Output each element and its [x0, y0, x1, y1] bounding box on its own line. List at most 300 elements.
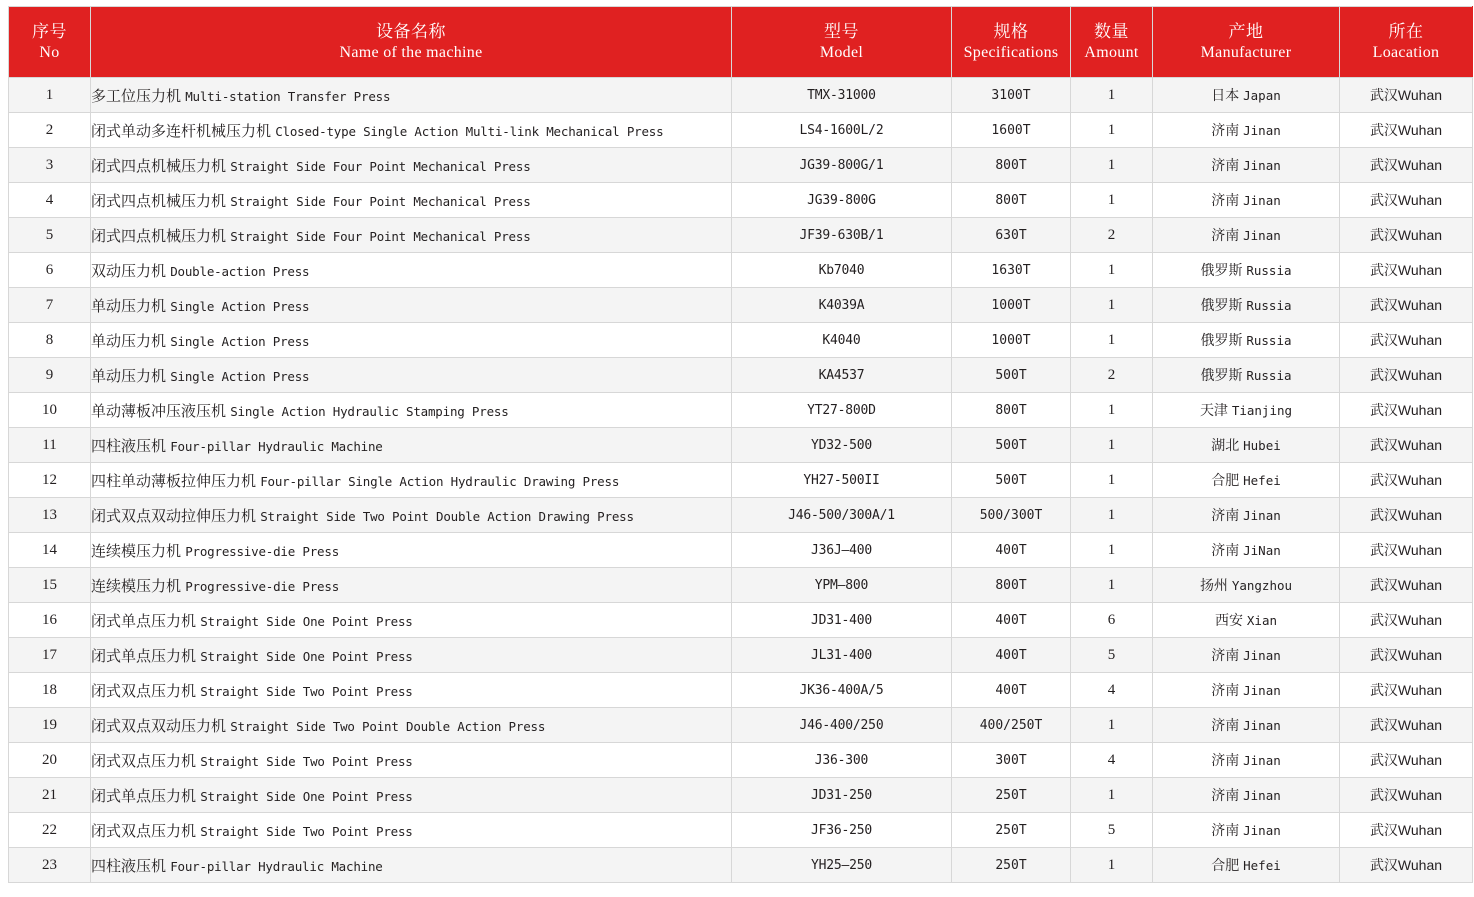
- cell-machine-name-cn: 单动薄板冲压液压机: [91, 402, 227, 420]
- cell-machine-name-cn: 闭式双点双动压力机: [91, 717, 227, 735]
- table-row: [9, 638, 1473, 673]
- cell-manufacturer-cn: 济南: [1211, 227, 1240, 243]
- cell-machine-name: [91, 218, 732, 253]
- cell-manufacturer-cn: 济南: [1211, 787, 1240, 803]
- column-header-specifications-en: Specifications: [963, 43, 1059, 61]
- cell-machine-name-en: Double-action Press: [170, 263, 310, 279]
- cell-manufacturer: [1153, 603, 1340, 638]
- cell-manufacturer-cn: 西安: [1215, 612, 1243, 628]
- cell-machine-name-cn: 多工位压力机: [91, 87, 182, 105]
- cell-model: JD31-400: [732, 603, 952, 638]
- cell-model: JK36-400A/5: [732, 673, 952, 708]
- column-header-name-cn: 设备名称: [376, 22, 446, 42]
- cell-machine-name-cn: 双动压力机: [91, 262, 167, 280]
- cell-manufacturer: [1153, 288, 1340, 323]
- cell-machine-name: [91, 848, 732, 883]
- cell-machine-name-en: Four-pillar Hydraulic Machine: [170, 438, 383, 454]
- cell-model: YH27-500II: [732, 463, 952, 498]
- header-row: [9, 7, 1473, 78]
- cell-manufacturer-en: Hefei: [1243, 473, 1281, 488]
- column-header-amount-en: Amount: [1084, 43, 1139, 61]
- cell-no: 13: [9, 498, 91, 533]
- cell-manufacturer-cn: 济南: [1211, 157, 1240, 173]
- cell-machine-name: [91, 253, 732, 288]
- cell-machine-name: [91, 638, 732, 673]
- cell-no: 15: [9, 568, 91, 603]
- cell-amount: 1: [1071, 253, 1153, 288]
- cell-specifications: 1000T: [952, 323, 1071, 358]
- cell-machine-name: [91, 358, 732, 393]
- cell-amount: 2: [1071, 218, 1153, 253]
- cell-specifications: 400T: [952, 673, 1071, 708]
- column-header-location-en: Loacation: [1372, 43, 1440, 61]
- cell-manufacturer-cn: 湖北: [1211, 437, 1240, 453]
- cell-location: 武汉Wuhan: [1340, 78, 1473, 113]
- column-header-manufacturer-en: Manufacturer: [1200, 43, 1292, 61]
- cell-amount: 1: [1071, 708, 1153, 743]
- table-row: [9, 78, 1473, 113]
- column-header-location-cn: 所在: [1388, 22, 1424, 42]
- cell-machine-name-en: Progressive-die Press: [185, 543, 340, 559]
- cell-machine-name-cn: 闭式双点双动拉伸压力机: [91, 507, 257, 525]
- cell-no: 2: [9, 113, 91, 148]
- cell-manufacturer-en: Russia: [1246, 368, 1292, 383]
- cell-machine-name: [91, 183, 732, 218]
- cell-amount: 6: [1071, 603, 1153, 638]
- cell-machine-name-cn: 四柱液压机: [91, 857, 167, 875]
- cell-machine-name-cn: 单动压力机: [91, 367, 167, 385]
- cell-machine-name-en: Four-pillar Single Action Hydraulic Drawing Press: [260, 473, 620, 489]
- cell-location: 武汉Wuhan: [1340, 463, 1473, 498]
- cell-no: 9: [9, 358, 91, 393]
- cell-manufacturer-en: Jinan: [1243, 683, 1281, 698]
- cell-model: YD32-500: [732, 428, 952, 463]
- cell-model: JD31-250: [732, 778, 952, 813]
- cell-machine-name-cn: 单动压力机: [91, 332, 167, 350]
- cell-specifications: 500T: [952, 358, 1071, 393]
- cell-location: 武汉Wuhan: [1340, 113, 1473, 148]
- cell-no: 23: [9, 848, 91, 883]
- cell-no: 4: [9, 183, 91, 218]
- table-row: [9, 708, 1473, 743]
- column-header-no: [9, 7, 91, 78]
- cell-manufacturer: [1153, 638, 1340, 673]
- cell-manufacturer-cn: 俄罗斯: [1200, 332, 1243, 348]
- cell-machine-name: [91, 148, 732, 183]
- cell-machine-name: [91, 708, 732, 743]
- cell-model: YPM—800: [732, 568, 952, 603]
- column-header-specifications: [952, 7, 1071, 78]
- cell-manufacturer-en: Jinan: [1243, 158, 1281, 173]
- cell-specifications: 1600T: [952, 113, 1071, 148]
- cell-machine-name: [91, 463, 732, 498]
- cell-amount: 1: [1071, 323, 1153, 358]
- cell-machine-name-en: Straight Side Four Point Mechanical Press: [230, 158, 531, 174]
- column-header-manufacturer-cn: 产地: [1228, 22, 1264, 42]
- cell-manufacturer: [1153, 218, 1340, 253]
- cell-location: 武汉Wuhan: [1340, 638, 1473, 673]
- cell-manufacturer-cn: 合肥: [1211, 857, 1240, 873]
- cell-no: 11: [9, 428, 91, 463]
- cell-model: J46-400/250: [732, 708, 952, 743]
- cell-machine-name-cn: 闭式单动多连杆机械压力机: [91, 122, 272, 140]
- cell-amount: 1: [1071, 568, 1153, 603]
- cell-manufacturer-en: Jinan: [1243, 823, 1281, 838]
- cell-manufacturer-cn: 俄罗斯: [1200, 297, 1243, 313]
- cell-machine-name-cn: 四柱单动薄板拉伸压力机: [91, 472, 257, 490]
- cell-location: 武汉Wuhan: [1340, 253, 1473, 288]
- cell-no: 7: [9, 288, 91, 323]
- table-row: [9, 183, 1473, 218]
- cell-model: KA4537: [732, 358, 952, 393]
- cell-no: 16: [9, 603, 91, 638]
- cell-manufacturer-en: Jinan: [1243, 648, 1281, 663]
- cell-manufacturer: [1153, 358, 1340, 393]
- column-header-no-en: No: [39, 43, 60, 61]
- cell-manufacturer-en: Russia: [1246, 333, 1292, 348]
- cell-manufacturer-en: Jinan: [1243, 753, 1281, 768]
- column-header-amount-cn: 数量: [1094, 22, 1129, 42]
- cell-machine-name: [91, 393, 732, 428]
- cell-machine-name: [91, 533, 732, 568]
- cell-amount: 4: [1071, 673, 1153, 708]
- table-row: [9, 673, 1473, 708]
- cell-manufacturer: [1153, 463, 1340, 498]
- column-header-name-en: Name of the machine: [339, 43, 483, 61]
- table-row: [9, 848, 1473, 883]
- cell-specifications: 800T: [952, 183, 1071, 218]
- cell-manufacturer: [1153, 813, 1340, 848]
- cell-machine-name-en: Straight Side Four Point Mechanical Press: [230, 228, 531, 244]
- cell-manufacturer: [1153, 428, 1340, 463]
- cell-location: 武汉Wuhan: [1340, 288, 1473, 323]
- cell-machine-name-en: Four-pillar Hydraulic Machine: [170, 858, 383, 874]
- cell-machine-name: [91, 288, 732, 323]
- cell-manufacturer: [1153, 533, 1340, 568]
- table-row: [9, 533, 1473, 568]
- cell-specifications: 1630T: [952, 253, 1071, 288]
- table-row: [9, 743, 1473, 778]
- cell-manufacturer-en: Russia: [1246, 263, 1292, 278]
- cell-model: JL31-400: [732, 638, 952, 673]
- cell-manufacturer-en: Xian: [1246, 613, 1277, 628]
- cell-machine-name-en: Straight Side Two Point Press: [200, 753, 413, 769]
- cell-machine-name-en: Straight Side Two Point Double Action Drawing Press: [260, 508, 634, 524]
- cell-manufacturer-cn: 扬州: [1199, 577, 1228, 593]
- equipment-table: [8, 6, 1473, 883]
- cell-machine-name-cn: 连续模压力机: [91, 542, 182, 560]
- table-row: [9, 568, 1473, 603]
- cell-specifications: 1000T: [952, 288, 1071, 323]
- cell-manufacturer-en: Jinan: [1243, 193, 1281, 208]
- cell-machine-name-en: Straight Side Two Point Press: [200, 823, 413, 839]
- cell-machine-name-cn: 闭式单点压力机: [91, 612, 197, 630]
- table-row: [9, 813, 1473, 848]
- cell-machine-name-cn: 闭式四点机械压力机: [91, 157, 227, 175]
- cell-no: 17: [9, 638, 91, 673]
- cell-no: 10: [9, 393, 91, 428]
- cell-model: J36-300: [732, 743, 952, 778]
- cell-manufacturer-cn: 济南: [1211, 192, 1240, 208]
- cell-specifications: 250T: [952, 778, 1071, 813]
- cell-specifications: 800T: [952, 568, 1071, 603]
- cell-machine-name-cn: 闭式单点压力机: [91, 647, 197, 665]
- cell-location: 武汉Wuhan: [1340, 498, 1473, 533]
- cell-model: JG39-800G: [732, 183, 952, 218]
- cell-machine-name-cn: 闭式四点机械压力机: [91, 192, 227, 210]
- cell-manufacturer-en: Jinan: [1243, 508, 1281, 523]
- cell-location: 武汉Wuhan: [1340, 393, 1473, 428]
- cell-amount: 1: [1071, 183, 1153, 218]
- table-row: [9, 428, 1473, 463]
- cell-no: 21: [9, 778, 91, 813]
- cell-machine-name-cn: 四柱液压机: [91, 437, 167, 455]
- cell-manufacturer: [1153, 708, 1340, 743]
- cell-machine-name-cn: 闭式双点压力机: [91, 822, 197, 840]
- cell-machine-name-cn: 单动压力机: [91, 297, 167, 315]
- cell-location: 武汉Wuhan: [1340, 358, 1473, 393]
- cell-manufacturer-cn: 济南: [1211, 717, 1240, 733]
- cell-manufacturer-en: Russia: [1246, 298, 1292, 313]
- cell-no: 20: [9, 743, 91, 778]
- table-row: [9, 358, 1473, 393]
- cell-machine-name-en: Straight Side Two Point Press: [200, 683, 413, 699]
- cell-machine-name-en: Single Action Press: [170, 368, 310, 384]
- cell-manufacturer-cn: 济南: [1211, 542, 1240, 558]
- cell-specifications: 500T: [952, 463, 1071, 498]
- cell-machine-name-cn: 闭式单点压力机: [91, 787, 197, 805]
- column-header-amount: [1071, 7, 1153, 78]
- cell-machine-name-en: Straight Side Two Point Double Action Press: [230, 718, 546, 734]
- cell-manufacturer-en: Jinan: [1243, 788, 1281, 803]
- cell-machine-name: [91, 603, 732, 638]
- table-row: [9, 393, 1473, 428]
- cell-manufacturer-cn: 日本: [1211, 87, 1240, 103]
- cell-location: 武汉Wuhan: [1340, 323, 1473, 358]
- cell-manufacturer: [1153, 78, 1340, 113]
- column-header-model-cn: 型号: [824, 22, 859, 42]
- table-row: [9, 603, 1473, 638]
- cell-manufacturer: [1153, 498, 1340, 533]
- cell-amount: 1: [1071, 288, 1153, 323]
- cell-manufacturer-en: Hubei: [1243, 438, 1281, 453]
- cell-manufacturer-en: Jinan: [1243, 228, 1281, 243]
- cell-no: 22: [9, 813, 91, 848]
- cell-amount: 1: [1071, 393, 1153, 428]
- cell-no: 8: [9, 323, 91, 358]
- cell-manufacturer: [1153, 778, 1340, 813]
- column-header-no-cn: 序号: [32, 22, 67, 42]
- table-row: [9, 323, 1473, 358]
- cell-location: 武汉Wuhan: [1340, 568, 1473, 603]
- cell-manufacturer: [1153, 848, 1340, 883]
- cell-manufacturer-en: Hefei: [1243, 858, 1281, 873]
- cell-machine-name: [91, 743, 732, 778]
- cell-manufacturer-cn: 济南: [1211, 822, 1240, 838]
- cell-machine-name-en: Single Action Press: [170, 298, 310, 314]
- cell-no: 6: [9, 253, 91, 288]
- cell-manufacturer-cn: 俄罗斯: [1200, 262, 1243, 278]
- cell-no: 5: [9, 218, 91, 253]
- cell-location: 武汉Wuhan: [1340, 743, 1473, 778]
- cell-location: 武汉Wuhan: [1340, 708, 1473, 743]
- table-row: [9, 113, 1473, 148]
- cell-location: 武汉Wuhan: [1340, 603, 1473, 638]
- cell-manufacturer-en: JiNan: [1243, 543, 1281, 558]
- cell-location: 武汉Wuhan: [1340, 183, 1473, 218]
- cell-machine-name-en: Multi-station Transfer Press: [185, 88, 391, 104]
- cell-amount: 1: [1071, 848, 1153, 883]
- cell-model: YT27-800D: [732, 393, 952, 428]
- column-header-specifications-cn: 规格: [993, 22, 1029, 42]
- cell-location: 武汉Wuhan: [1340, 778, 1473, 813]
- cell-manufacturer-en: Jinan: [1243, 718, 1281, 733]
- cell-no: 1: [9, 78, 91, 113]
- cell-machine-name: [91, 778, 732, 813]
- table-header: [9, 7, 1473, 78]
- cell-manufacturer: [1153, 568, 1340, 603]
- cell-machine-name-cn: 连续模压力机: [91, 577, 182, 595]
- cell-location: 武汉Wuhan: [1340, 673, 1473, 708]
- cell-manufacturer: [1153, 253, 1340, 288]
- cell-machine-name: [91, 568, 732, 603]
- cell-manufacturer: [1153, 393, 1340, 428]
- cell-location: 武汉Wuhan: [1340, 428, 1473, 463]
- table-row: [9, 218, 1473, 253]
- cell-manufacturer: [1153, 323, 1340, 358]
- cell-location: 武汉Wuhan: [1340, 533, 1473, 568]
- cell-specifications: 500/300T: [952, 498, 1071, 533]
- cell-amount: 1: [1071, 113, 1153, 148]
- cell-manufacturer-cn: 济南: [1211, 752, 1240, 768]
- column-header-manufacturer: [1153, 7, 1340, 78]
- cell-machine-name-en: Straight Side Four Point Mechanical Press: [230, 193, 531, 209]
- column-header-model-en: Model: [819, 43, 864, 61]
- cell-machine-name-en: Straight Side One Point Press: [200, 648, 413, 664]
- cell-manufacturer: [1153, 743, 1340, 778]
- cell-machine-name-en: Closed-type Single Action Multi-link Mechanical Press: [275, 123, 664, 139]
- cell-model: J36J—400: [732, 533, 952, 568]
- cell-machine-name: [91, 78, 732, 113]
- cell-specifications: 400T: [952, 533, 1071, 568]
- cell-no: 18: [9, 673, 91, 708]
- column-header-location: [1340, 7, 1473, 78]
- cell-model: JG39-800G/1: [732, 148, 952, 183]
- cell-amount: 4: [1071, 743, 1153, 778]
- cell-manufacturer: [1153, 673, 1340, 708]
- cell-amount: 2: [1071, 358, 1153, 393]
- cell-model: TMX-31000: [732, 78, 952, 113]
- cell-amount: 1: [1071, 533, 1153, 568]
- cell-location: 武汉Wuhan: [1340, 813, 1473, 848]
- cell-machine-name: [91, 813, 732, 848]
- cell-model: J46-500/300A/1: [732, 498, 952, 533]
- cell-machine-name-en: Straight Side One Point Press: [200, 613, 413, 629]
- cell-specifications: 400T: [952, 603, 1071, 638]
- cell-machine-name-en: Straight Side One Point Press: [200, 788, 413, 804]
- cell-amount: 1: [1071, 78, 1153, 113]
- cell-model: Kb7040: [732, 253, 952, 288]
- cell-no: 12: [9, 463, 91, 498]
- cell-model: JF36-250: [732, 813, 952, 848]
- cell-manufacturer: [1153, 113, 1340, 148]
- cell-model: K4040: [732, 323, 952, 358]
- cell-machine-name-cn: 闭式四点机械压力机: [91, 227, 227, 245]
- cell-amount: 1: [1071, 428, 1153, 463]
- column-header-model: [732, 7, 952, 78]
- cell-manufacturer-en: Japan: [1243, 88, 1281, 103]
- cell-manufacturer-cn: 合肥: [1211, 472, 1240, 488]
- cell-manufacturer-cn: 济南: [1211, 682, 1240, 698]
- cell-specifications: 3100T: [952, 78, 1071, 113]
- cell-machine-name: [91, 673, 732, 708]
- cell-machine-name-cn: 闭式双点压力机: [91, 752, 197, 770]
- table-body: [9, 78, 1473, 883]
- cell-specifications: 300T: [952, 743, 1071, 778]
- table-row: [9, 498, 1473, 533]
- cell-specifications: 800T: [952, 148, 1071, 183]
- cell-manufacturer-en: Yangzhou: [1231, 578, 1293, 593]
- table-row: [9, 253, 1473, 288]
- table-row: [9, 148, 1473, 183]
- cell-manufacturer: [1153, 148, 1340, 183]
- cell-location: 武汉Wuhan: [1340, 848, 1473, 883]
- cell-model: K4039A: [732, 288, 952, 323]
- cell-manufacturer: [1153, 183, 1340, 218]
- cell-model: JF39-630B/1: [732, 218, 952, 253]
- cell-specifications: 250T: [952, 848, 1071, 883]
- cell-manufacturer-cn: 天津: [1199, 402, 1228, 418]
- cell-amount: 5: [1071, 638, 1153, 673]
- cell-no: 19: [9, 708, 91, 743]
- cell-model: YH25—250: [732, 848, 952, 883]
- cell-machine-name: [91, 498, 732, 533]
- cell-machine-name-en: Progressive-die Press: [185, 578, 340, 594]
- cell-machine-name-en: Single Action Press: [170, 333, 310, 349]
- cell-no: 3: [9, 148, 91, 183]
- cell-manufacturer-cn: 俄罗斯: [1200, 367, 1243, 383]
- cell-manufacturer-en: Tianjing: [1231, 403, 1293, 418]
- cell-specifications: 250T: [952, 813, 1071, 848]
- cell-machine-name: [91, 113, 732, 148]
- cell-specifications: 500T: [952, 428, 1071, 463]
- cell-amount: 5: [1071, 813, 1153, 848]
- table-row: [9, 778, 1473, 813]
- cell-amount: 1: [1071, 498, 1153, 533]
- cell-specifications: 630T: [952, 218, 1071, 253]
- cell-location: 武汉Wuhan: [1340, 218, 1473, 253]
- cell-amount: 1: [1071, 778, 1153, 813]
- cell-manufacturer-cn: 济南: [1211, 122, 1240, 138]
- cell-amount: 1: [1071, 148, 1153, 183]
- cell-machine-name: [91, 428, 732, 463]
- cell-manufacturer-cn: 济南: [1211, 507, 1240, 523]
- cell-amount: 1: [1071, 463, 1153, 498]
- cell-manufacturer-cn: 济南: [1211, 647, 1240, 663]
- cell-manufacturer-en: Jinan: [1243, 123, 1281, 138]
- cell-machine-name-cn: 闭式双点压力机: [91, 682, 197, 700]
- table-row: [9, 463, 1473, 498]
- cell-specifications: 800T: [952, 393, 1071, 428]
- cell-machine-name-en: Single Action Hydraulic Stamping Press: [230, 403, 509, 419]
- cell-specifications: 400/250T: [952, 708, 1071, 743]
- cell-model: LS4-1600L/2: [732, 113, 952, 148]
- cell-specifications: 400T: [952, 638, 1071, 673]
- cell-no: 14: [9, 533, 91, 568]
- table-row: [9, 288, 1473, 323]
- column-header-name: [91, 7, 732, 78]
- cell-machine-name: [91, 323, 732, 358]
